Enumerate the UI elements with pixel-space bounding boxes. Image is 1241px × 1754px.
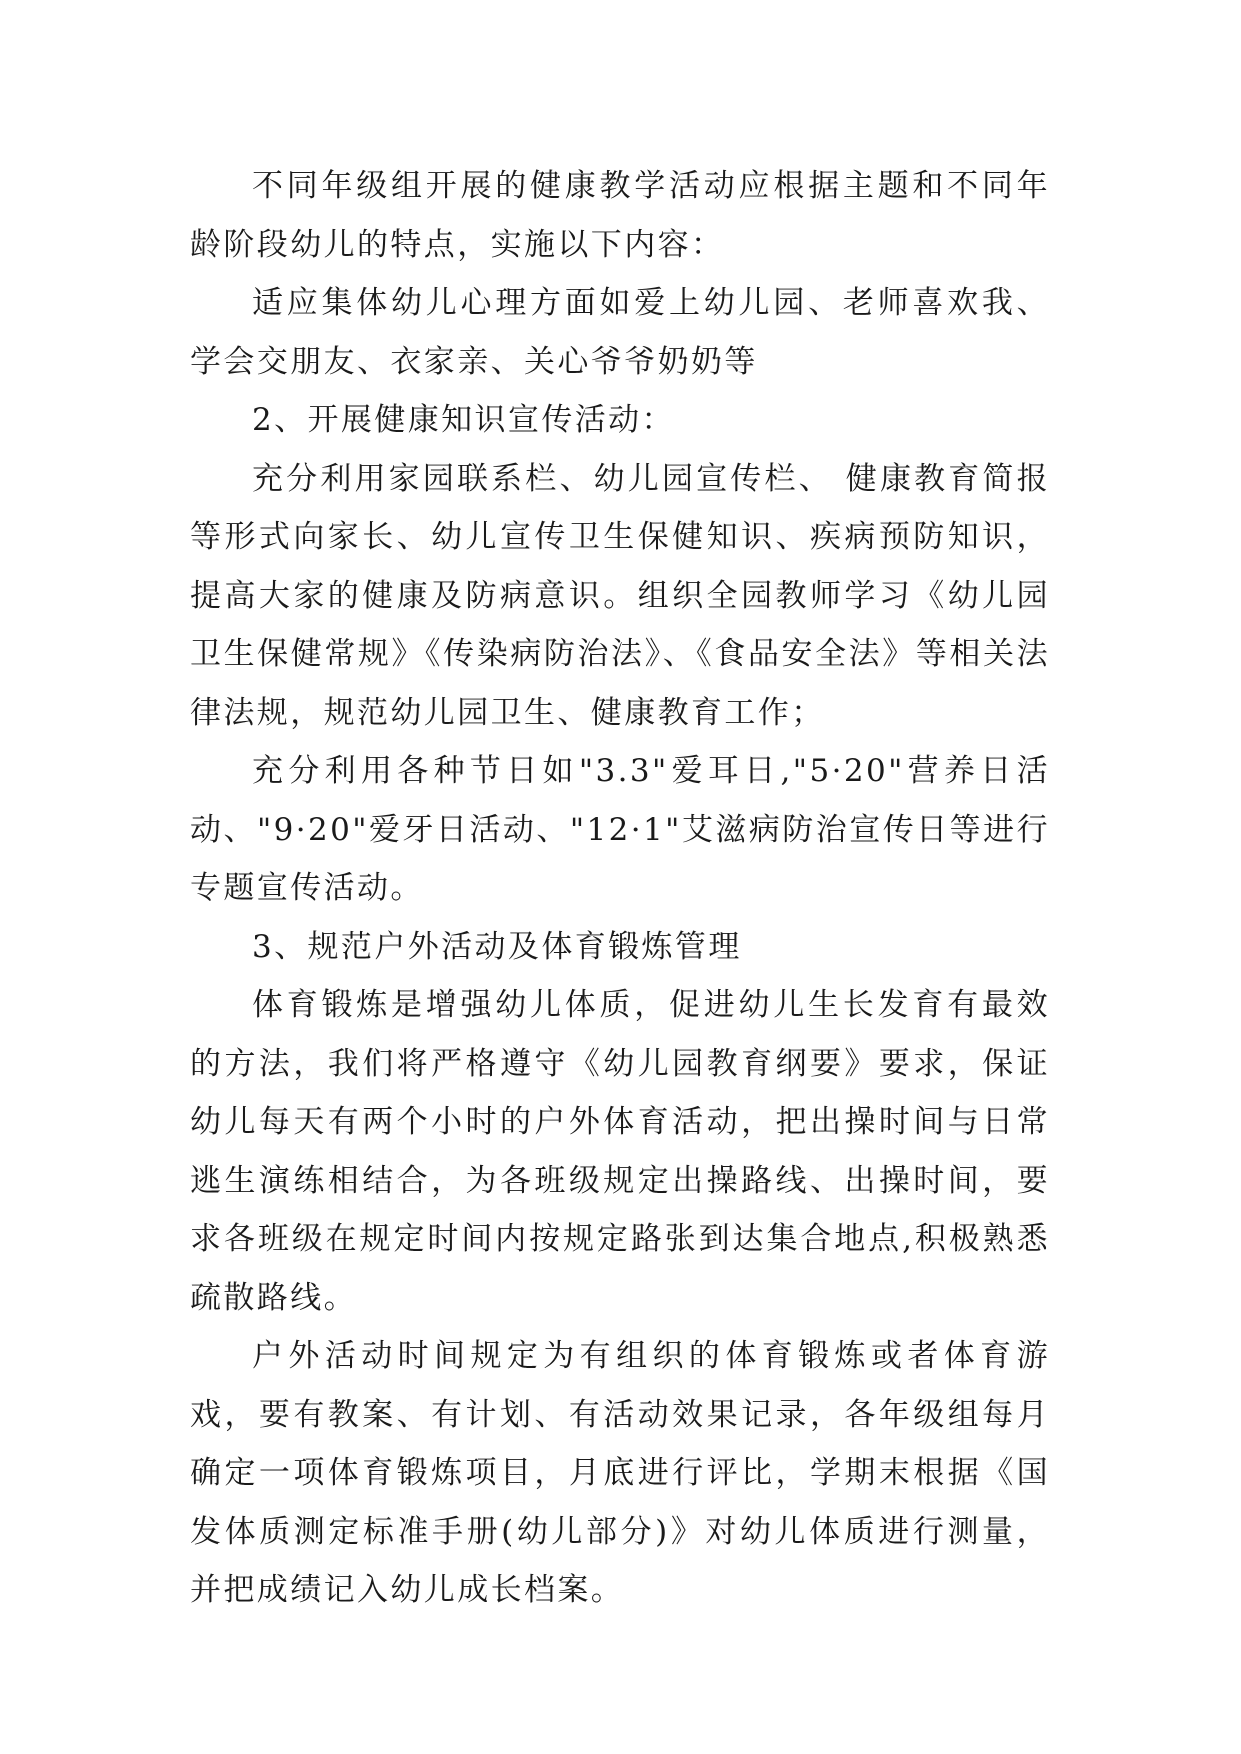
heading-outdoor-activities: 3、规范户外活动及体育锻炼管理 (252, 928, 742, 965)
heading-health-publicity: 2、开展健康知识宣传活动： (252, 402, 675, 438)
paragraph-physical-exercise: 体育锻炼是增强幼儿体质，促进幼儿生长发育有最效的方法，我们将严格遵守《幼儿园教育纲要》要求，保证幼儿每天有两个小时的户外体育活动，把出操时间与日常逃生演练相结合，为各班级规定出操路线、出操时间，要求各班级在规定时间内按规定路张到达集合地点,积极熟悉疏散路线。 (190, 987, 1050, 1316)
paragraph-outdoor-schedule: 户外活动时间规定为有组织的体育锻炼或者体育游戏，要有教案、有计划、有活动效果记录，各年级组每月确定一项体育锻炼项目，月底进行评比，学期末根据《国发体质测定标准手册(幼儿部分)》对幼儿体质进行测量，并把成绩记入幼儿成长档案。 (190, 1338, 1050, 1608)
paragraph-grade-activities: 不同年级组开展的健康教学活动应根据主题和不同年龄阶段幼儿的特点，实施以下内容： (190, 168, 1050, 263)
paragraph-festival-publicity: 充分利用各种节日如"3.3"爱耳日,"5·20"营养日活动、"9·20"爱牙日活动、"12·1"艾滋病防治宣传日等进行专题宣传活动。 (190, 753, 1050, 906)
document-body (190, 157, 1050, 1620)
paragraph-adaptation: 适应集体幼儿心理方面如爱上幼儿园、老师喜欢我、学会交朋友、衣家亲、关心爷爷奶奶等 (190, 285, 1050, 380)
paragraph-publicity-channels: 充分利用家园联系栏、幼儿园宣传栏、 健康教育简报等形式向家长、幼儿宣传卫生保健知识、疾病预防知识，提高大家的健康及防病意识。组织全园教师学习《幼儿园卫生保健常规》《传染病防治法》、《食品安全法》等相关法律法规，规范幼儿园卫生、健康教育工作； (190, 460, 1050, 731)
